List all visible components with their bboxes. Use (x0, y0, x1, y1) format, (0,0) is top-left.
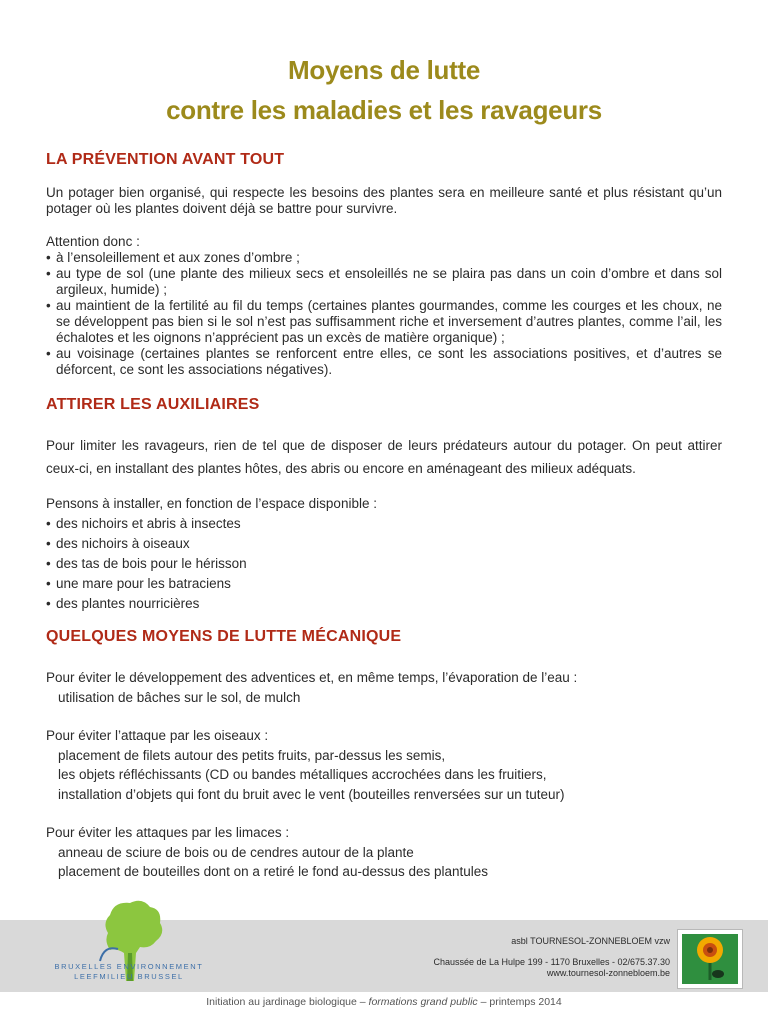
list-item: • au maintient de la fertilité au fil du temps (certaines plantes gourmandes, comme les courges et les choux, ne se développent pas bien si le sol n’est pas suffisamment riche et inversement d’autres plantes, comme l’ail, les échalotes et les oignons n’apprécient pas un excès de matière organique) ; (46, 298, 722, 346)
mecanique-group (46, 823, 722, 882)
group-line: anneau de sciure de bois ou de cendres autour de la plante (58, 844, 414, 860)
auxiliaires-intro-block (46, 434, 722, 480)
prevention-attention: Attention donc : (46, 234, 140, 249)
mecanique-heading: QUELQUES MOYENS DE LUTTE MÉCANIQUE (46, 628, 402, 645)
group-lead: Pour éviter les attaques par les limaces : (46, 825, 290, 840)
list-item: • au voisinage (certaines plantes se renforcent entre elles, ce sont les associations positives, et d’autres se déforcent, ce sont les associations négatives). (46, 346, 722, 378)
mecanique-section-heading (46, 627, 722, 647)
org-name: asbl TOURNESOL-ZONNEBLOEM vzw (511, 936, 670, 946)
title-line-2: contre les maladies et les ravageurs (166, 95, 602, 125)
tagline-end: – printemps 2014 (477, 996, 562, 1008)
sunflower-logo-icon (677, 929, 743, 989)
title-line-1: Moyens de lutte (288, 55, 480, 85)
prevention-intro-block (46, 185, 722, 217)
group-line: placement de filets autour des petits fruits, par-dessus les semis, (58, 747, 446, 763)
list-item: • des nichoirs à oiseaux (46, 534, 722, 554)
prevention-section-heading (46, 150, 722, 170)
brux-line-2: LEEFMILIEU BRUSSEL (74, 972, 184, 981)
mecanique-group (46, 668, 722, 707)
auxiliaires-section-heading (46, 395, 722, 415)
auxiliaires-list-block (46, 494, 722, 614)
org-website: www.tournesol-zonnebloem.be (546, 968, 670, 978)
list-item: • une mare pour les batraciens (46, 574, 722, 594)
mecanique-body (46, 668, 722, 901)
tagline-italic: formations grand public (368, 996, 478, 1008)
prevention-list-block (46, 234, 722, 378)
group-line: installation d’objets qui font du bruit avec le vent (bouteilles renversées sur un tuteur) (58, 786, 565, 802)
brux-line-1: BRUXELLES ENVIRONNEMENT (54, 962, 204, 971)
tagline-start: Initiation au jardinage biologique – (206, 996, 369, 1008)
list-item: • à l’ensoleillement et aux zones d’ombre ; (46, 250, 722, 266)
list-item: • des nichoirs et abris à insectes (46, 514, 722, 534)
page-title (0, 50, 768, 130)
list-item: • des tas de bois pour le hérisson (46, 554, 722, 574)
group-line: utilisation de bâches sur le sol, de mulch (58, 689, 301, 705)
mecanique-group (46, 726, 722, 804)
group-line: placement de bouteilles dont on a retiré le fond au-dessus des plantules (58, 864, 489, 879)
prevention-heading: LA PRÉVENTION AVANT TOUT (46, 151, 285, 168)
list-item: • des plantes nourricières (46, 594, 722, 614)
footer-tagline (0, 996, 768, 1008)
list-item: • au type de sol (une plante des milieux secs et ensoleillés ne se plaira pas dans un coin d’ombre et dans sol argileux, humide) ; (46, 266, 722, 298)
group-lead: Pour éviter le développement des adventices et, en même temps, l’évaporation de l’eau : (46, 670, 578, 685)
auxiliaires-heading: ATTIRER LES AUXILIAIRES (46, 396, 260, 413)
prevention-intro: Un potager bien organisé, qui respecte les besoins des plantes sera en meilleure santé et plus résistant qu’un potager où les plantes doivent déjà se battre pour survivre. (46, 185, 722, 216)
group-lead: Pour éviter l’attaque par les oiseaux : (46, 728, 269, 743)
auxiliaires-lead: Pensons à installer, en fonction de l’espace disponible : (46, 496, 377, 511)
org-address: Chaussée de La Hulpe 199 - 1170 Bruxelles - 02/675.37.30 (433, 957, 670, 967)
auxiliaires-intro: Pour limiter les ravageurs, rien de tel que de disposer de leurs prédateurs autour du potager. On peut attirer ceux-ci, en installant des plantes hôtes, des abris ou encore en aménageant des milieux adéquats. (46, 438, 722, 476)
group-line: les objets réfléchissants (CD ou bandes métalliques accrochées dans les fruitiers, (58, 767, 547, 782)
